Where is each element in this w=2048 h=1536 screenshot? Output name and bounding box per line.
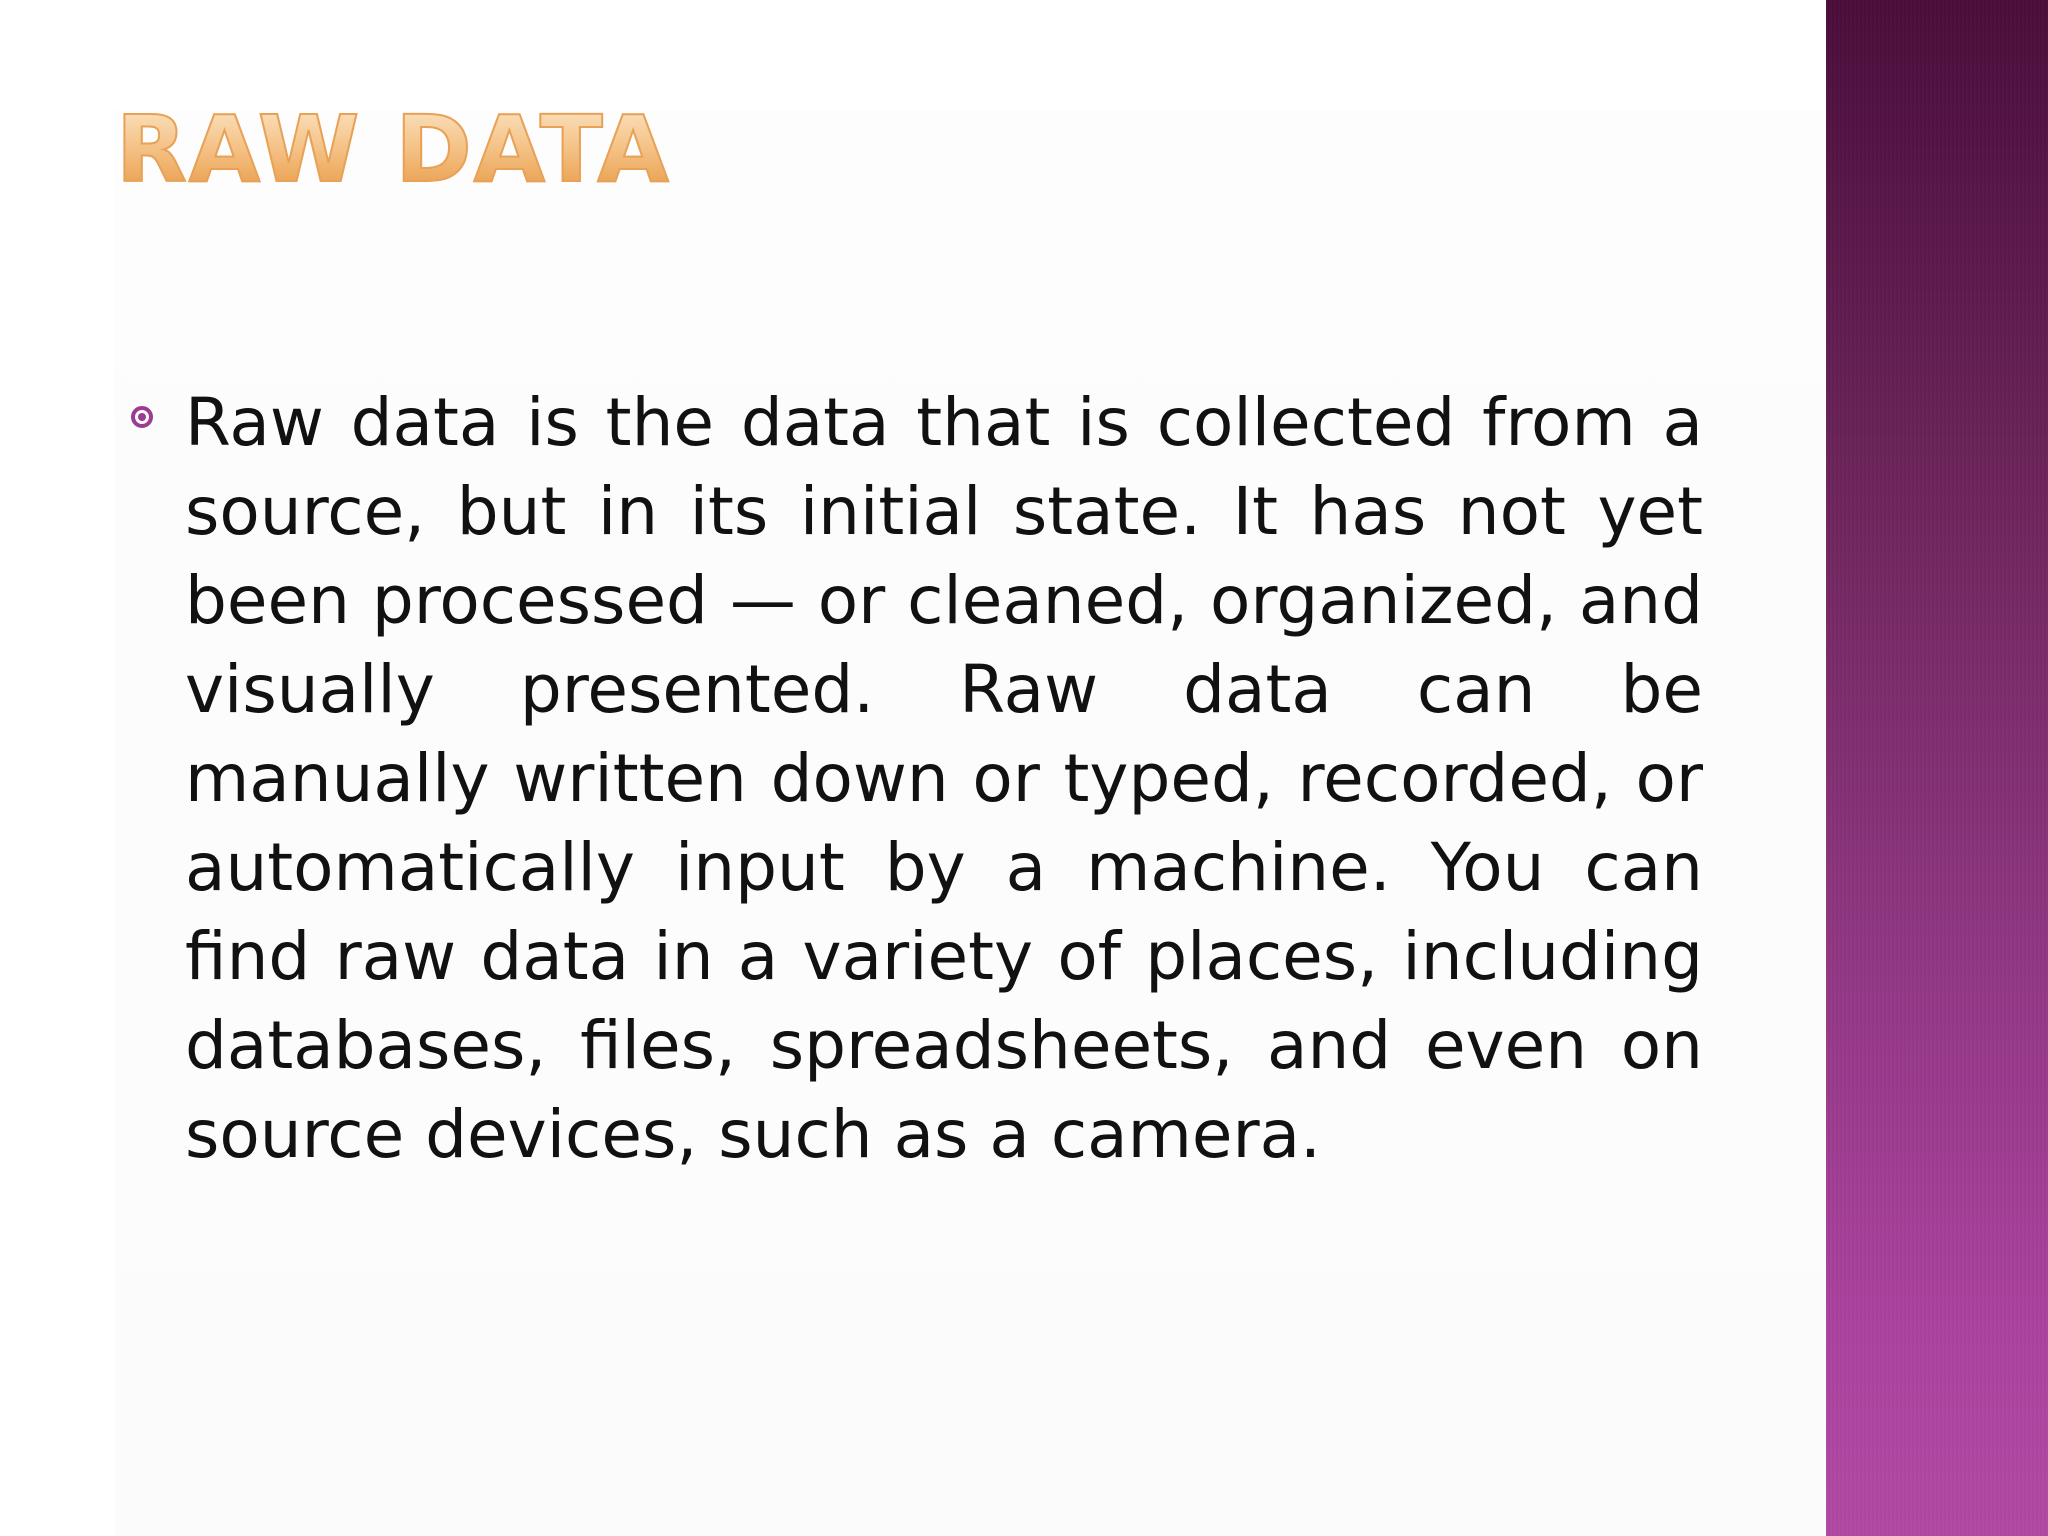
bullet-text: Raw data is the data that is collected from a source, but in its initial state. It has not yet been processed — or cleaned, organized, and visually presented. Raw data can be manually written down or typed, recorded, or automatically input by a machine. You can find raw data in a variety of places, including databases, files, spreadsheets, and even on source devices, such as a camera. <box>185 384 1703 1173</box>
slide-title: RAW DATA <box>116 96 671 203</box>
sidebar-texture <box>1826 0 2048 1536</box>
bullet-item <box>125 378 1703 1179</box>
decorative-sidebar <box>1826 0 2048 1536</box>
bullet-list <box>125 378 1703 1179</box>
circled-dot-bullet-icon <box>131 406 153 428</box>
